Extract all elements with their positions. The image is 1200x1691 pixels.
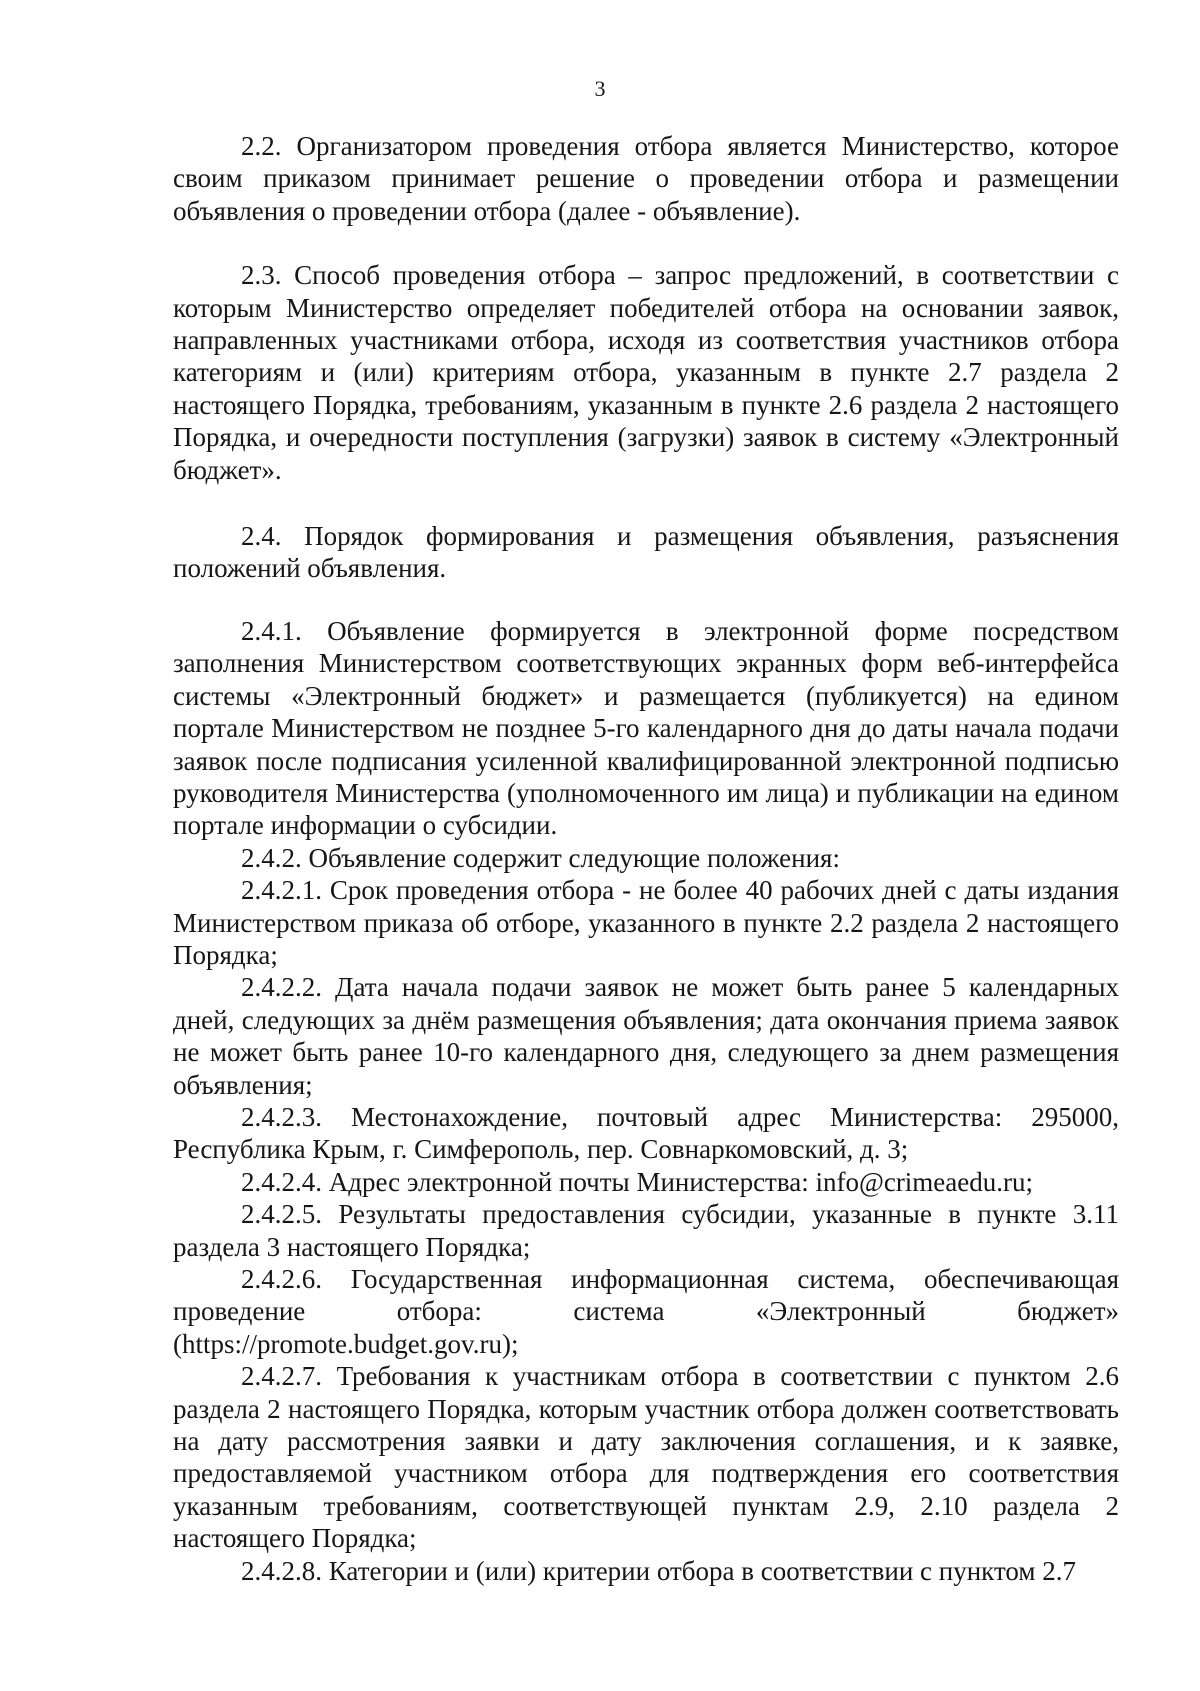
paragraph-2-2: 2.2. Организатором проведения отбора является Министерство, которое своим приказом принимает решение о проведении отбора и размещении объявления о проведении отбора (далее - объявление).: [173, 131, 1119, 226]
page-number: 3: [594, 76, 606, 101]
paragraph-2-4: 2.4. Порядок формирования и размещения объявления, разъяснения положений объявления.: [173, 521, 1119, 584]
paragraph-2-4-2-4: 2.4.2.4. Адрес электронной почты Министерства: info@crimeaedu.ru;: [241, 1166, 1034, 1197]
paragraph-2-4-2-2: 2.4.2.2. Дата начала подачи заявок не может быть ранее 5 календарных дней, следующих за днём размещения объявления; дата окончания приема заявок не может быть ранее 10-го календарного дня, следующего за днем размещения объявления;: [173, 972, 1119, 1100]
document-body: [173, 130, 1119, 1587]
paragraph-2-4-2-6: 2.4.2.6. Государственная информационная система, обеспечивающая проведение отбора: система «Электронный бюджет» (https://promote.budget.gov.ru);: [173, 1264, 1119, 1359]
paragraph-2-3: 2.3. Способ проведения отбора – запрос предложений, в соответствии с которым Министерство определяет победителей отбора на основании заявок, направленных участниками отбора, исходя из соответствия участников отбора категориям и (или) критериям отбора, указанным в пункте 2.7 раздела 2 настоящего Порядка, требованиям, указанным в пункте 2.6 раздела 2 настоящего Порядка, и очередности поступления (загрузки) заявок в систему «Электронный бюджет».: [173, 260, 1119, 485]
paragraph-2-4-2-3: 2.4.2.3. Местонахождение, почтовый адрес Министерства: 295000, Республика Крым, г. Симферополь, пер. Совнаркомовский, д. 3;: [173, 1101, 1119, 1165]
paragraph-2-4-1: 2.4.1. Объявление формируется в электронной форме посредством заполнения Министерством соответствующих экранных форм веб-интерфейса системы «Электронный бюджет» и размещается (публикуется) на едином портале Министерством не позднее 5-го календарного дня до даты начала подачи заявок после подписания усиленной квалифицированной электронной подписью руководителя Министерства (уполномоченного им лица) и публикации на едином портале информации о субсидии.: [173, 615, 1119, 841]
paragraph-2-4-2-7: 2.4.2.7. Требования к участникам отбора в соответствии с пунктом 2.6 раздела 2 настоящего Порядка, которым участник отбора должен соответствовать на дату рассмотрения заявки и дату заключения соглашения, и к заявке, предоставляемой участником отбора для подтверждения его соответствия указанным требованиям, соответствующей пунктам 2.9, 2.10 раздела 2 настоящего Порядка;: [173, 1361, 1119, 1554]
paragraph-2-4-2-1: 2.4.2.1. Срок проведения отбора - не более 40 рабочих дней с даты издания Министерством приказа об отборе, указанного в пункте 2.2 раздела 2 настоящего Порядка;: [173, 875, 1119, 970]
paragraph-2-4-2: 2.4.2. Объявление содержит следующие положения:: [241, 842, 840, 873]
paragraph-2-4-2-8: 2.4.2.8. Категории и (или) критерии отбора в соответствии с пунктом 2.7: [241, 1555, 1076, 1586]
paragraph-2-4-2-5: 2.4.2.5. Результаты предоставления субсидии, указанные в пункте 3.11 раздела 3 настоящего Порядка;: [173, 1199, 1119, 1262]
